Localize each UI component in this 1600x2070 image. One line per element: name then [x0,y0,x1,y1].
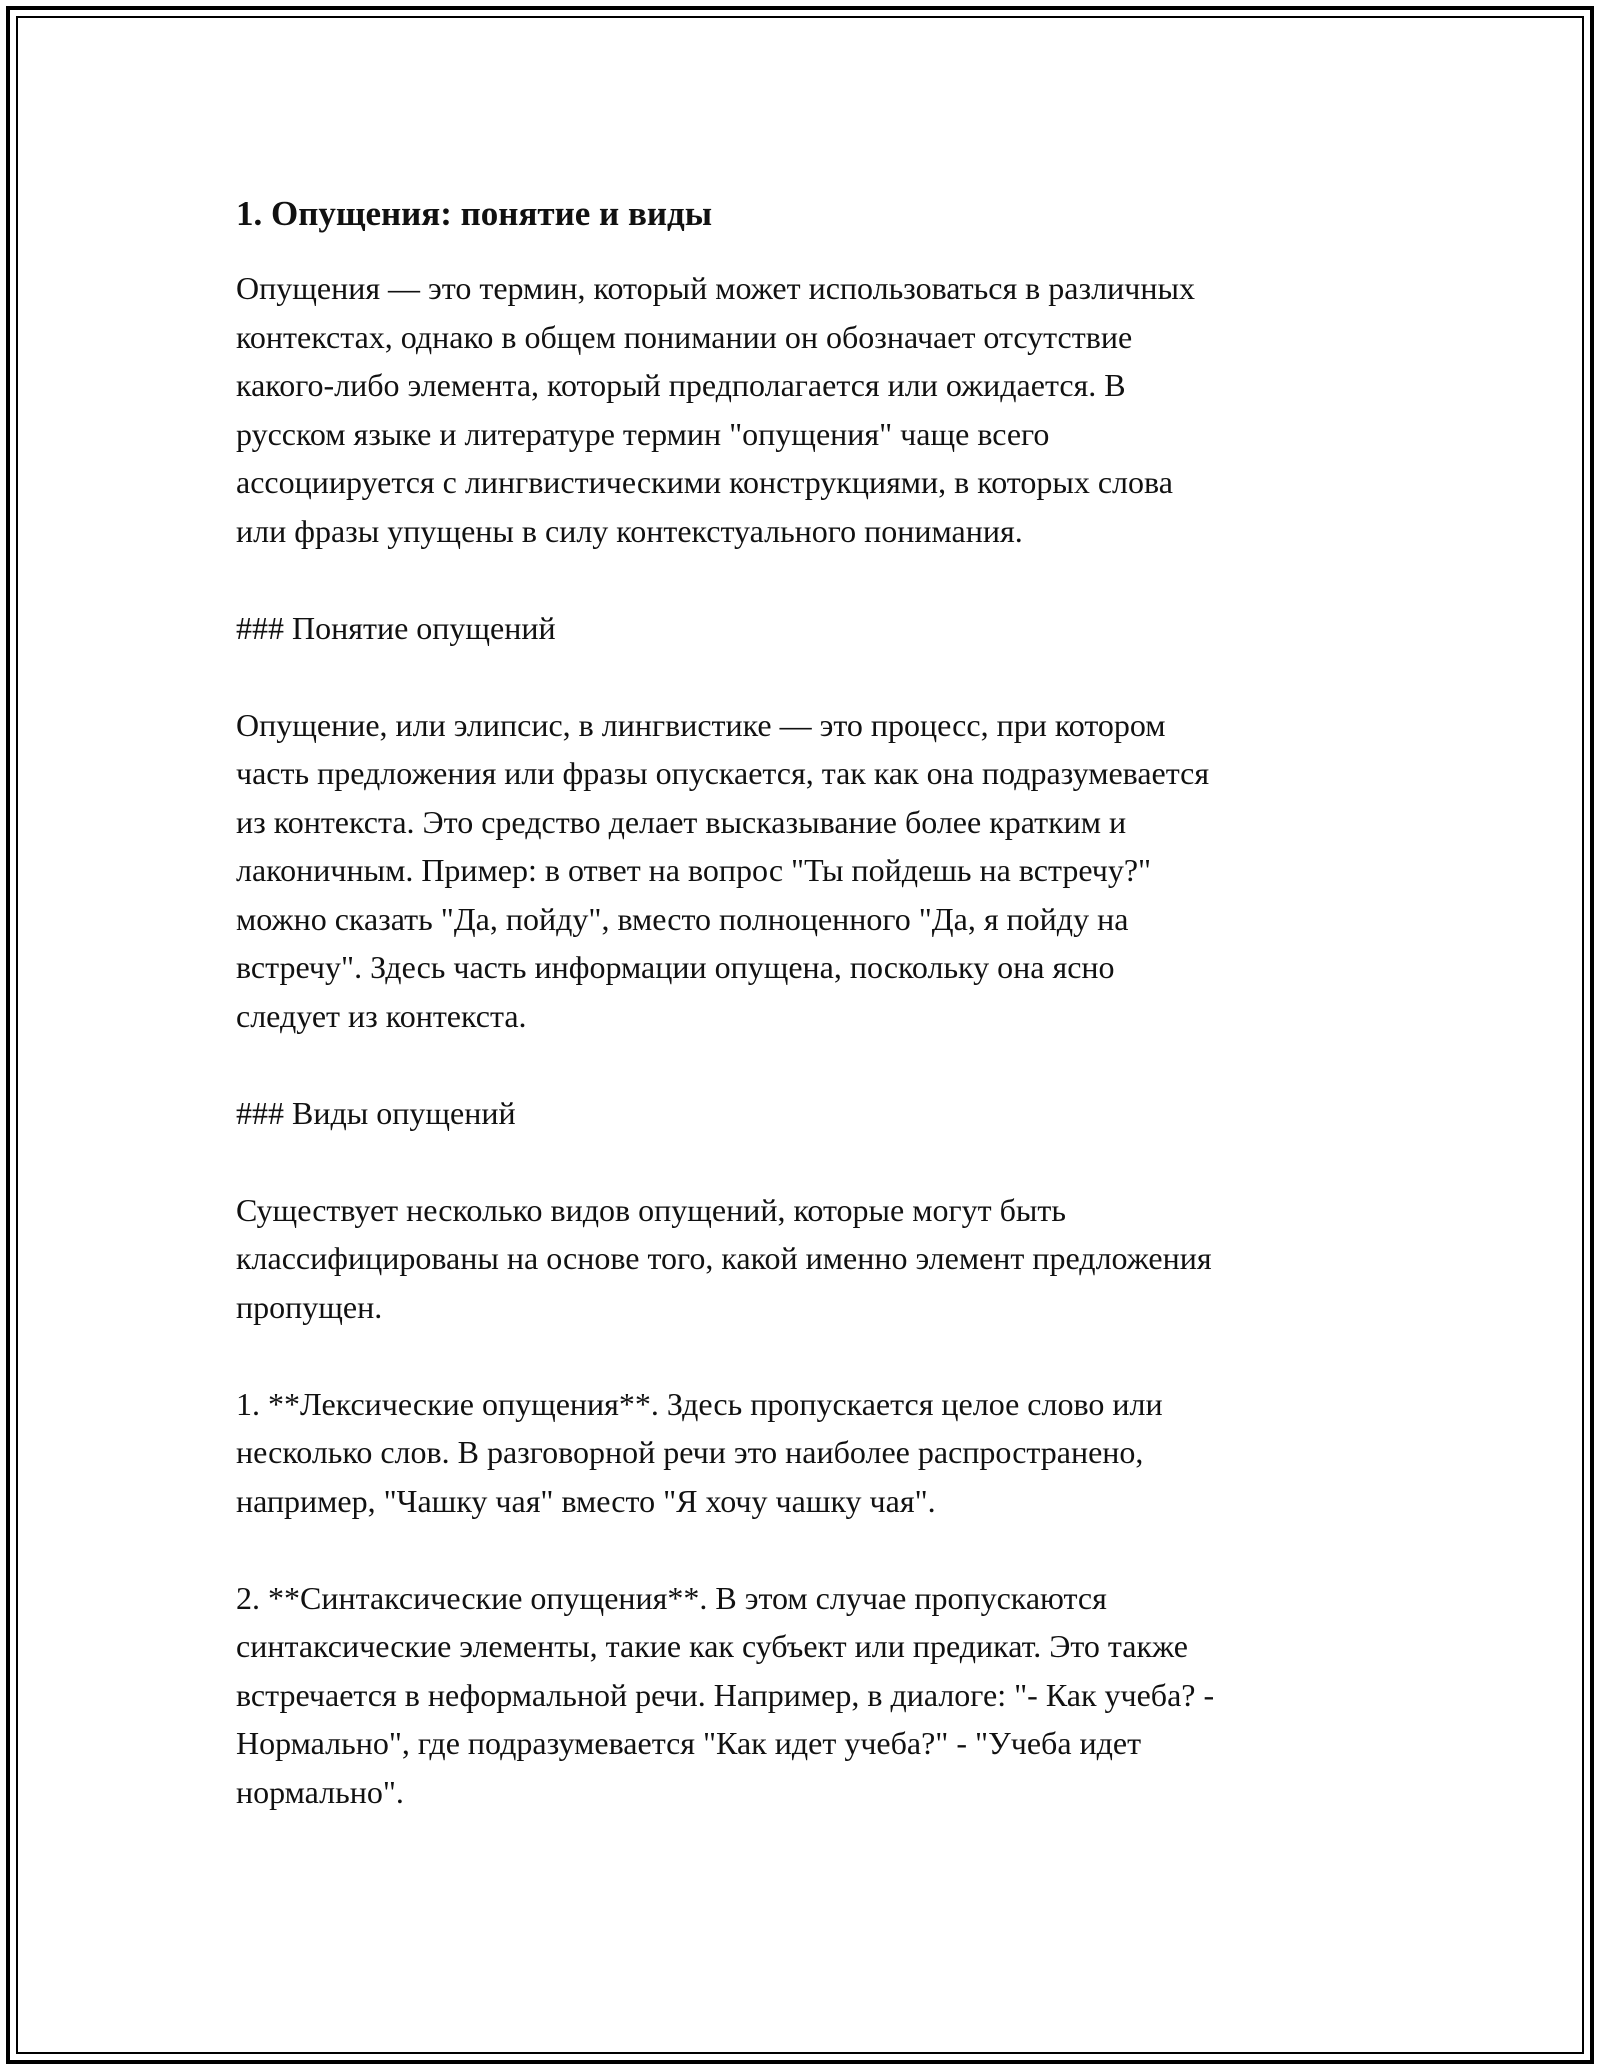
paragraph-spacer [236,555,1376,604]
paragraph-spacer [236,1331,1376,1380]
document-body [236,190,1376,1816]
paragraph-spacer [236,1525,1376,1574]
list-item-lexical: 1. **Лексические опущения**. Здесь пропускается целое слово или несколько слов. В разговорной речи это наиболее распространено, например, "Чашку чая" вместо "Я хочу чашку чая". [236,1385,1163,1519]
paragraph-spacer [236,1137,1376,1186]
concept-paragraph: Опущение, или элипсис, в лингвистике — это процесс, при котором часть предложения или фразы опускается, так как она подразумевается из контекста. Это средство делает высказывание более кратким и лаконичным. Пример: в ответ на вопрос "Ты пойдешь на встречу?" можно сказать "Да, пойду", вместо полноценного "Да, я пойду на встречу". Здесь часть информации опущена, поскольку она ясно следует из контекста. [236,706,1210,1034]
page-title: 1. Опущения: понятие и виды [236,194,713,233]
paragraph-spacer [236,652,1376,701]
list-item-syntactic: 2. **Синтаксические опущения**. В этом случае пропускаются синтаксические элементы, такие как субъект или предикат. Это также встречается в неформальной речи. Например, в диалоге: "- Как учеба? - Нормально", где подразумевается "Как идет учеба?" - "Учеба идет нормально". [236,1579,1215,1810]
types-intro-paragraph: Существует несколько видов опущений, которые могут быть классифицированы на основе того, какой именно элемент предложения пропущен. [236,1191,1212,1325]
intro-paragraph: Опущения — это термин, который может использоваться в различных контекстах, однако в общем понимании он обозначает отсутствие какого-либо элемента, который предполагается или ожидается. В русском языке и литературе термин "опущения" чаще всего ассоциируется с лингвистическими конструкциями, в которых слова или фразы упущены в силу контекстуального понимания. [236,270,1195,549]
section-heading-concept: ### Понятие опущений [236,609,556,646]
paragraph-spacer [236,1040,1376,1089]
section-heading-types: ### Виды опущений [236,1094,516,1131]
